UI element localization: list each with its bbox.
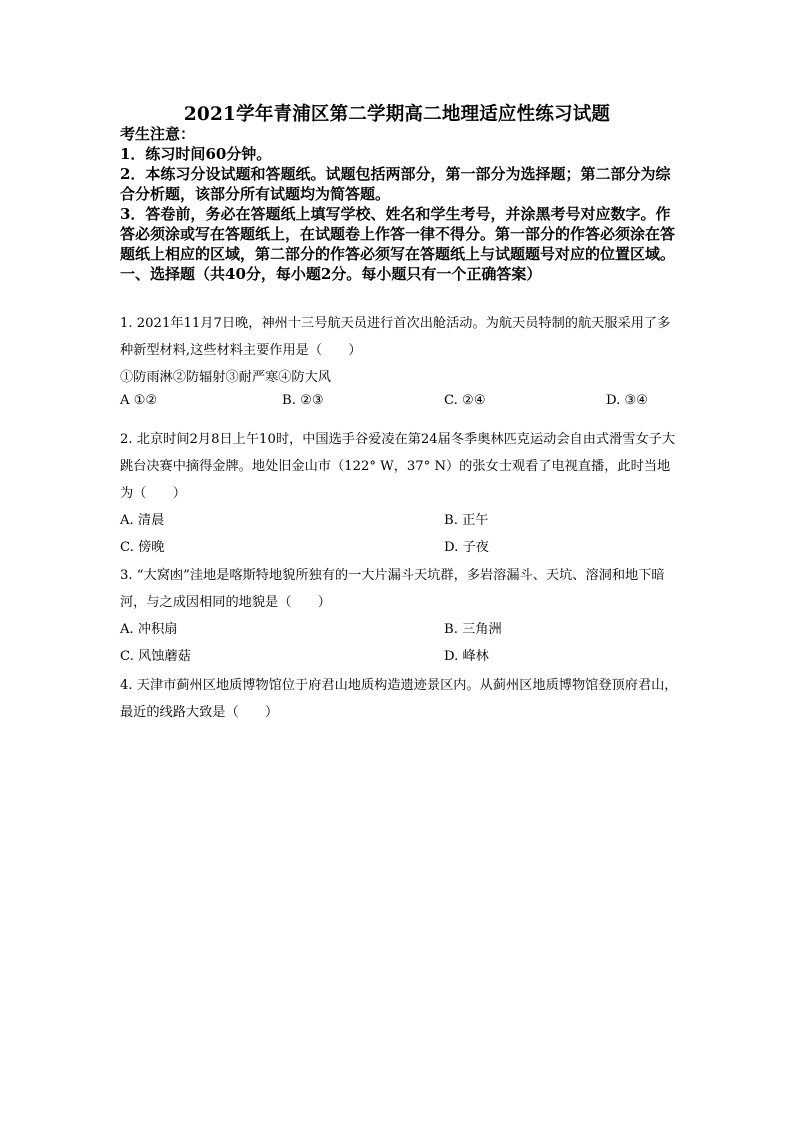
question-4 — [120, 672, 680, 726]
section-heading: 一、选择题（共40分，每小题2分。每小题只有一个正确答案） — [120, 265, 542, 283]
question-2-option-c: C. 傍晚 — [120, 540, 165, 555]
question-3-option-c: C. 风蚀蘑菇 — [120, 649, 191, 664]
question-4-stem: 4. 天津市蓟州区地质博物馆位于府君山地质构造遗迹景区内。从蓟州区地质博物馆登顶府君山，最近的线路大致是（ ） — [120, 678, 678, 720]
question-2-option-b: B. 正午 — [444, 513, 489, 528]
notice-item-2: 2．本练习分设试题和答题纸。试题包括两部分，第一部分为选择题；第二部分为综合分析题，该部分所有试题均为简答题。 — [120, 165, 671, 203]
question-3-option-d: D. 峰林 — [444, 649, 489, 664]
notice-heading: 考生注意： — [120, 125, 196, 143]
question-1-option-c: C. ②④ — [444, 393, 486, 408]
question-1-extra: ①防雨淋②防辐射③耐严寒④防大风 — [120, 370, 331, 385]
question-2-option-a: A. 清晨 — [120, 513, 165, 528]
question-3-stem: 3. “大窝凼”洼地是喀斯特地貌所独有的一大片漏斗天坑群，多岩溶漏斗、天坑、溶洞和地下暗河，与之成因相同的地貌是（ ） — [120, 568, 665, 610]
question-3-option-b: B. 三角洲 — [444, 622, 502, 637]
question-3-option-a: A. 冲积扇 — [120, 622, 178, 637]
exam-title: 2021学年青浦区第二学期高二地理适应性练习试题 — [183, 104, 611, 125]
question-2-stem: 2. 北京时间2月8日上午10时，中国选手谷爱凌在第24届冬季奥林匹克运动会自由式滑雪女子大跳台决赛中摘得金牌。地处旧金山市（122° W，37° N）的张女士观看了电视直播，此时当地为（ ） — [120, 432, 676, 501]
question-3-options-row-2 — [120, 645, 680, 669]
question-2-option-d: D. 子夜 — [444, 540, 489, 555]
question-1-option-a: A ①② — [120, 393, 158, 408]
question-1-stem: 1. 2021年11月7日晚，神州十三号航天员进行首次出舱活动。为航天员特制的航天服采用了多种新型材料,这些材料主要作用是（ ） — [120, 316, 671, 358]
notice-item-1: 1．练习时间60分钟。 — [120, 145, 272, 163]
question-2-options-row-1 — [120, 509, 680, 533]
question-1 — [120, 310, 680, 391]
question-3-options-row-1 — [120, 618, 680, 642]
question-2 — [120, 426, 680, 507]
question-1-option-b: B. ②③ — [282, 393, 324, 408]
notice-item-3: 3．答卷前，务必在答题纸上填写学校、姓名和学生考号，并涂黑考号对应数字。作答必须涂或写在答题纸上，在试题卷上作答一律不得分。第一部分的作答必须涂在答题纸上相应的区域，第二部分的作答必须写在答题纸上与试题题号对应的位置区域。 — [120, 205, 676, 263]
question-2-options-row-2 — [120, 536, 680, 560]
candidate-notice — [120, 124, 680, 284]
question-1-options — [120, 389, 680, 413]
question-1-option-d: D. ③④ — [606, 393, 649, 408]
question-3 — [120, 562, 680, 616]
